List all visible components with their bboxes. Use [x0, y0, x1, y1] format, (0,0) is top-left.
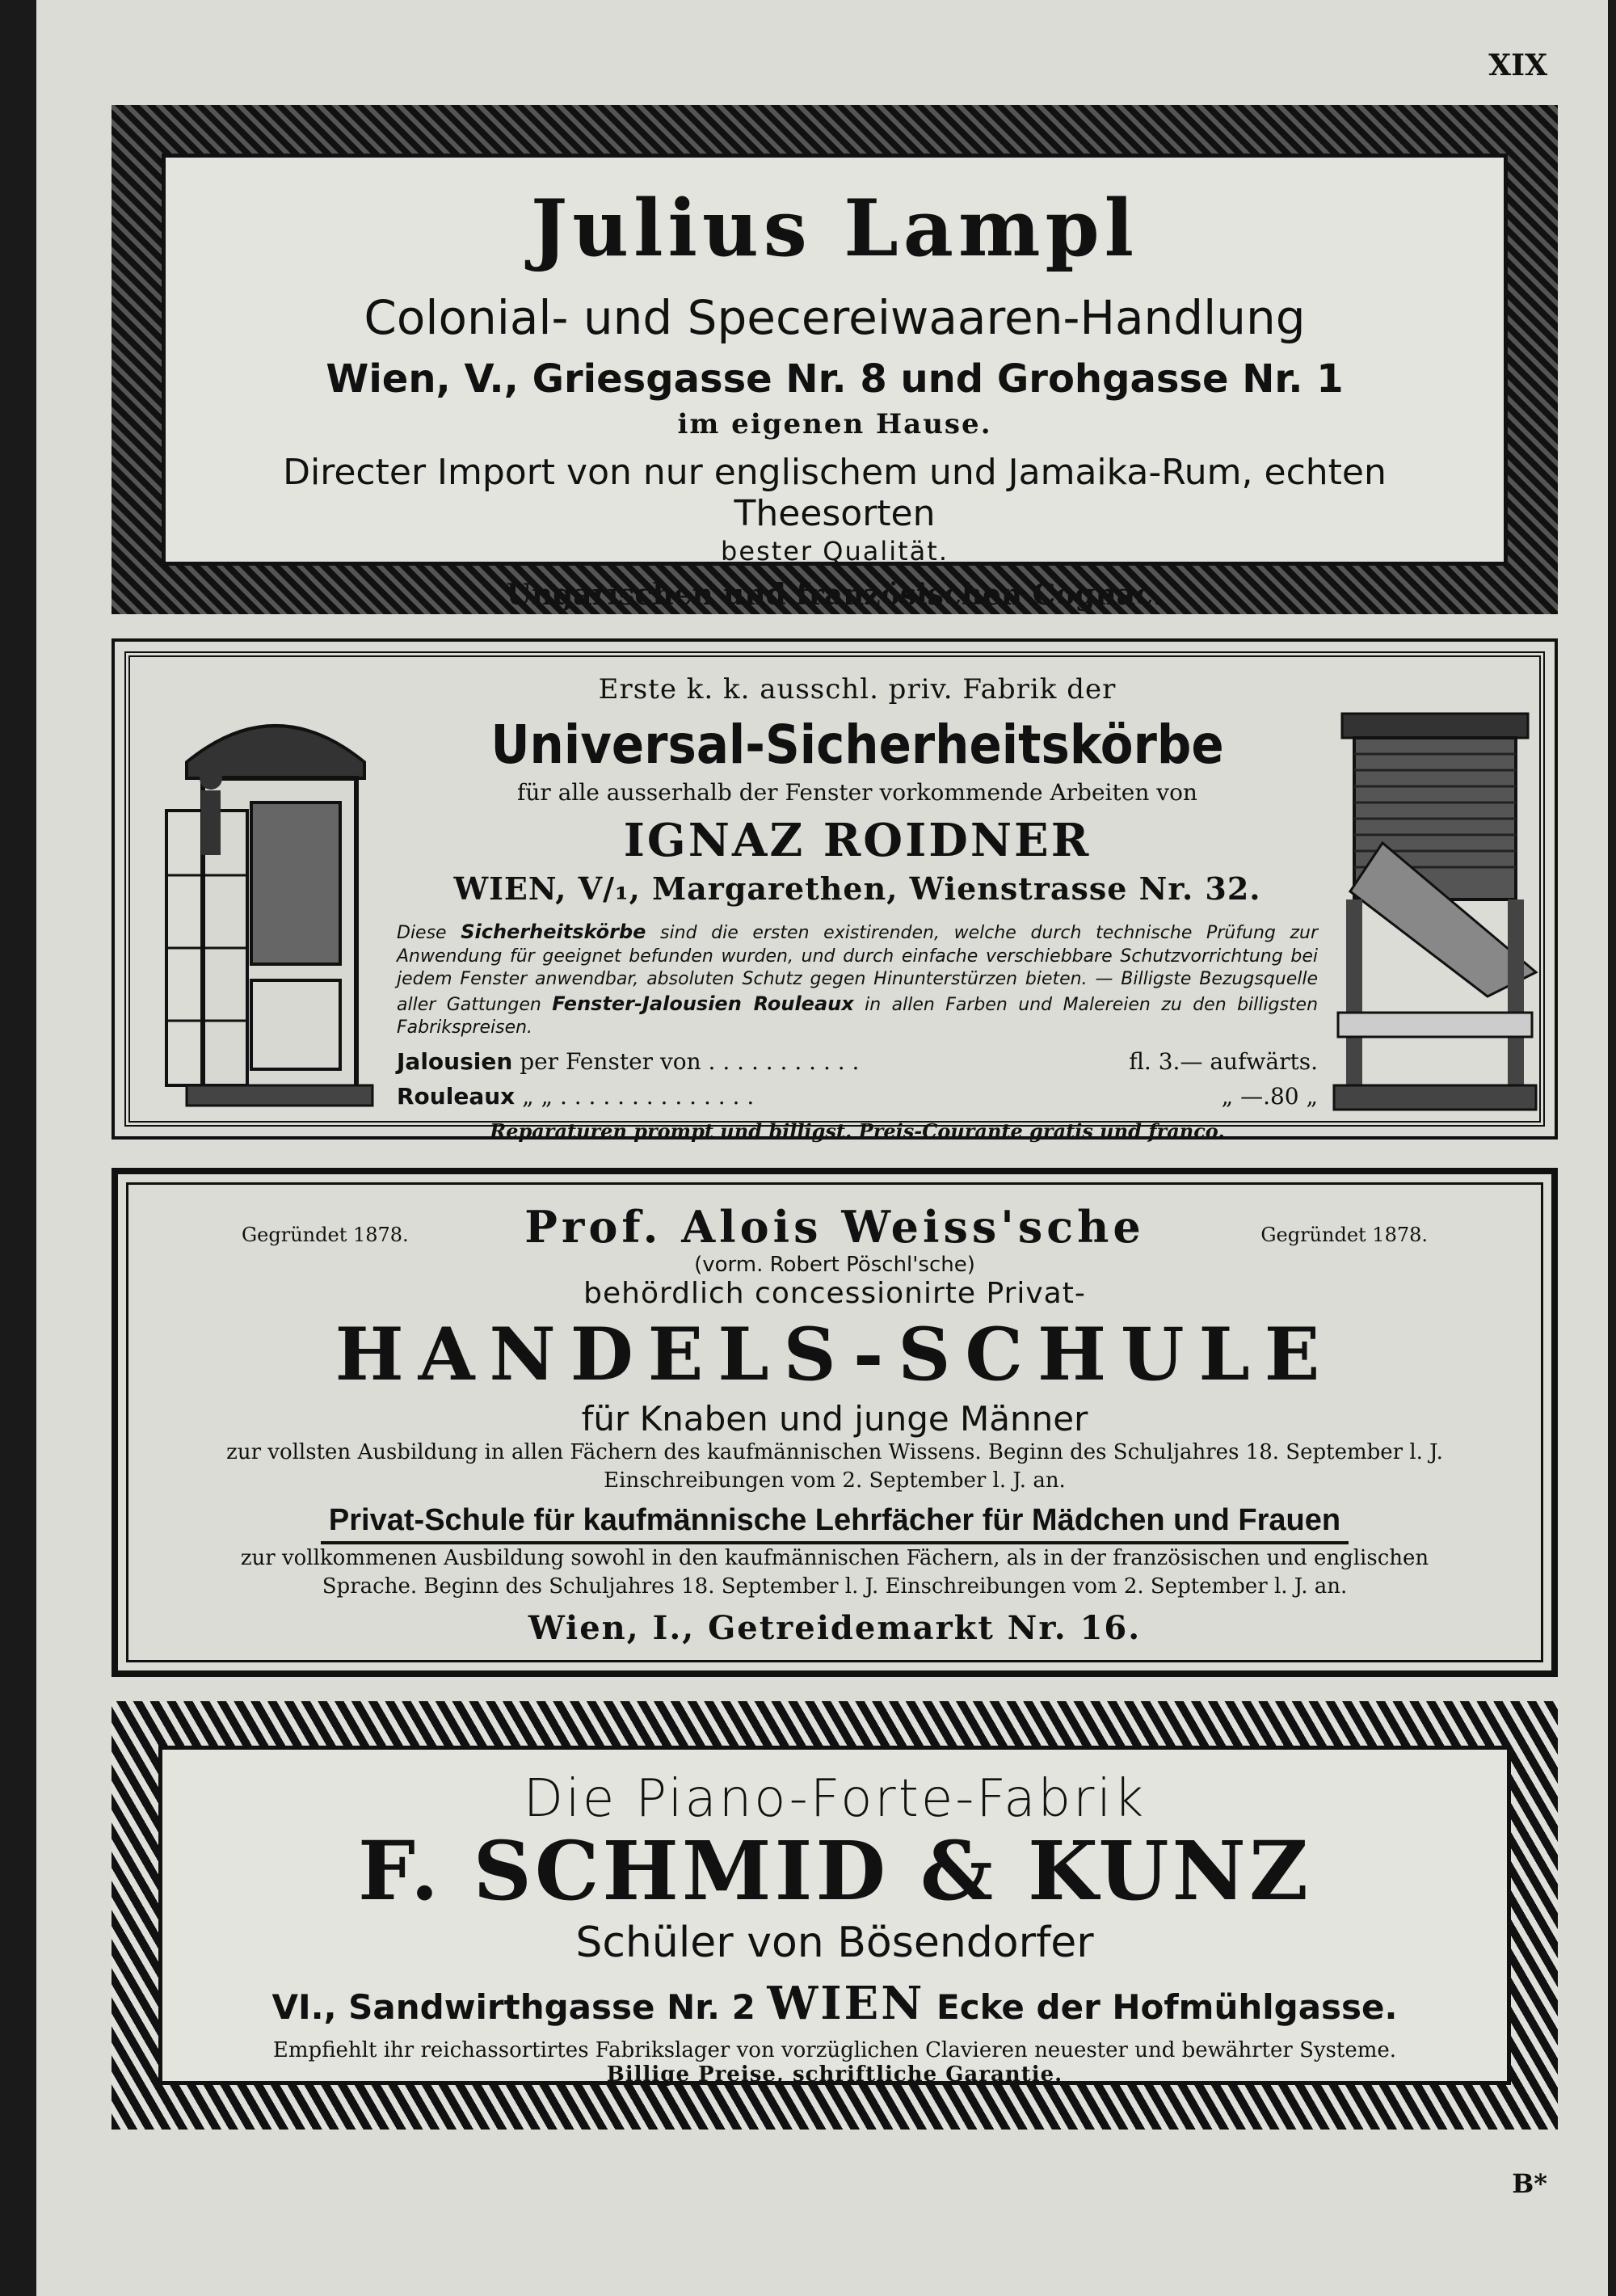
ad3-founded-left: Gegründet 1878.	[242, 1224, 409, 1246]
ad2-panel	[124, 651, 1545, 1143]
ad2-desc-pre: Diese	[397, 923, 447, 943]
ad3-fur: für Knaben und junge Männer	[581, 1399, 1088, 1439]
ad2-address: WIEN, V/₁, Margarethen, Wienstrasse Nr. 32.	[453, 870, 1261, 907]
ad2-desc-post: in allen Farben und Malereien zu den billigsten Fabrikspreisen.	[397, 994, 1319, 1038]
ad2-desc-mid: sind die ersten existirenden, welche durch technische Prüfung zur Anwendung für geeignet befunden wurden, und durch einfache verschiebbare Schutzvorrichtung bei jedem Fenster anwendbar, absoluten Schutz gegen Hinunterstürzen bieten. — Billigste Bezugsquelle aller Gattungen	[397, 923, 1319, 1015]
ad2-price-row-1	[397, 1048, 1318, 1075]
ad3-line1: zur vollsten Ausbildung in allen Fächern des kaufmännischen Wissens. Beginn des Schuljahres 18. September l. J.	[226, 1440, 1443, 1464]
ad4-addr-post: Ecke der Hofmühlgasse.	[936, 1987, 1398, 2027]
ad2-price-row-2	[397, 1083, 1318, 1110]
ad2-desc-bold1: Sicherheitskörbe	[461, 921, 646, 943]
ad-schmid-kunz	[112, 1701, 1558, 2130]
ad1-panel	[162, 154, 1508, 612]
ad1-quality: bester Qualität.	[721, 536, 949, 567]
ad4-address	[179, 1977, 1491, 2030]
ad2-description	[397, 920, 1318, 1040]
ad3-founded-right: Gegründet 1878.	[1260, 1224, 1428, 1246]
ad3-beh: behördlich concessionirte Privat-	[583, 1277, 1086, 1310]
ad3-big: HANDELS-SCHULE	[335, 1312, 1335, 1397]
ad2-price2-text: „ „ . . . . . . . . . . . . . .	[522, 1082, 755, 1110]
ad-ignaz-roidner	[112, 638, 1558, 1143]
ad1-name: Julius Lampl	[530, 183, 1139, 274]
jalousie-window-illustration	[1326, 706, 1544, 1118]
ad2-price1-label: Jalousien	[397, 1047, 513, 1075]
ad2-price2-value: „ —.80 „	[1221, 1082, 1318, 1110]
ad4-line5: Empfiehlt ihr reichassortirtes Fabrikslager von vorzüglichen Clavieren neuester und bewährter Systeme.	[272, 2038, 1397, 2062]
ad3-line4: Sprache. Beginn des Schuljahres 18. September l. J. Einschreibungen vom 2. September l. J. an.	[322, 1574, 1348, 1599]
ad-handelsschule	[112, 1168, 1558, 1677]
ad2-name: IGNAZ ROIDNER	[623, 814, 1092, 867]
ad2-price1-text: per Fenster von . . . . . . . . . . .	[520, 1047, 860, 1075]
ad3-vorm: (vorm. Robert Pöschl'sche)	[694, 1253, 975, 1277]
signature-mark: B*	[1512, 2168, 1547, 2199]
ad3-private: Privat-Schule für kaufmännische Lehrfächer für Mädchen und Frauen	[321, 1503, 1349, 1544]
page	[36, 0, 1608, 2296]
ad4-line1: Die Piano-Forte-Fabrik	[523, 1769, 1147, 1829]
page-number: XIX	[1488, 48, 1547, 82]
ad2-title: Universal-Sicherheitskörbe	[490, 714, 1224, 776]
ad1-house: im eigenen Hause.	[677, 408, 992, 440]
ad2-repair: Reparaturen prompt und billigst. Preis-Courante gratis und franco.	[490, 1119, 1225, 1143]
window-basket-illustration	[162, 689, 389, 1110]
ad2-price2-label: Rouleaux	[397, 1082, 516, 1110]
ad4-name: F. SCHMID & KUNZ	[358, 1823, 1311, 1919]
ad-julius-lampl	[112, 105, 1558, 614]
ad2-desc-bold2: Fenster-Jalousien Rouleaux	[552, 992, 854, 1015]
ad2-price1-value: fl. 3.— aufwärts.	[1129, 1047, 1318, 1075]
ad4-panel	[158, 1746, 1511, 2085]
ad2-text	[397, 673, 1318, 1143]
ad4-addr-wien: WIEN	[767, 1977, 925, 2030]
ad2-for: für alle ausserhalb der Fenster vorkommende Arbeiten von	[517, 779, 1197, 806]
ad4-line6: Billige Preise, schriftliche Garantie.	[606, 2062, 1063, 2087]
ad1-import: Directer Import von nur englischem und Jamaika-Rum, echten Theesorten	[283, 452, 1387, 534]
ad1-cognac: Ungarischen und französischen Cognac.	[506, 578, 1164, 612]
ad3-line3: zur vollkommenen Ausbildung sowohl in den kaufmännischen Fächern, als in der französischen und englischen	[240, 1546, 1429, 1571]
ad1-address: Wien, V., Griesgasse Nr. 8 und Grohgasse Nr. 1	[326, 356, 1344, 402]
ad2-line1: Erste k. k. ausschl. priv. Fabrik der	[598, 673, 1117, 706]
ad4-addr-pre: VI., Sandwirthgasse Nr. 2	[271, 1987, 755, 2027]
ad3-panel	[126, 1182, 1543, 1662]
ad1-subtitle: Colonial- und Specereiwaaren-Handlung	[364, 290, 1306, 345]
ad4-line3: Schüler von Bösendorfer	[575, 1919, 1094, 1967]
ad3-title: Prof. Alois Weiss'sche	[524, 1201, 1145, 1253]
ad3-line2: Einschreibungen vom 2. September l. J. an.	[604, 1468, 1066, 1493]
ad3-address: Wien, I., Getreidemarkt Nr. 16.	[528, 1609, 1142, 1648]
